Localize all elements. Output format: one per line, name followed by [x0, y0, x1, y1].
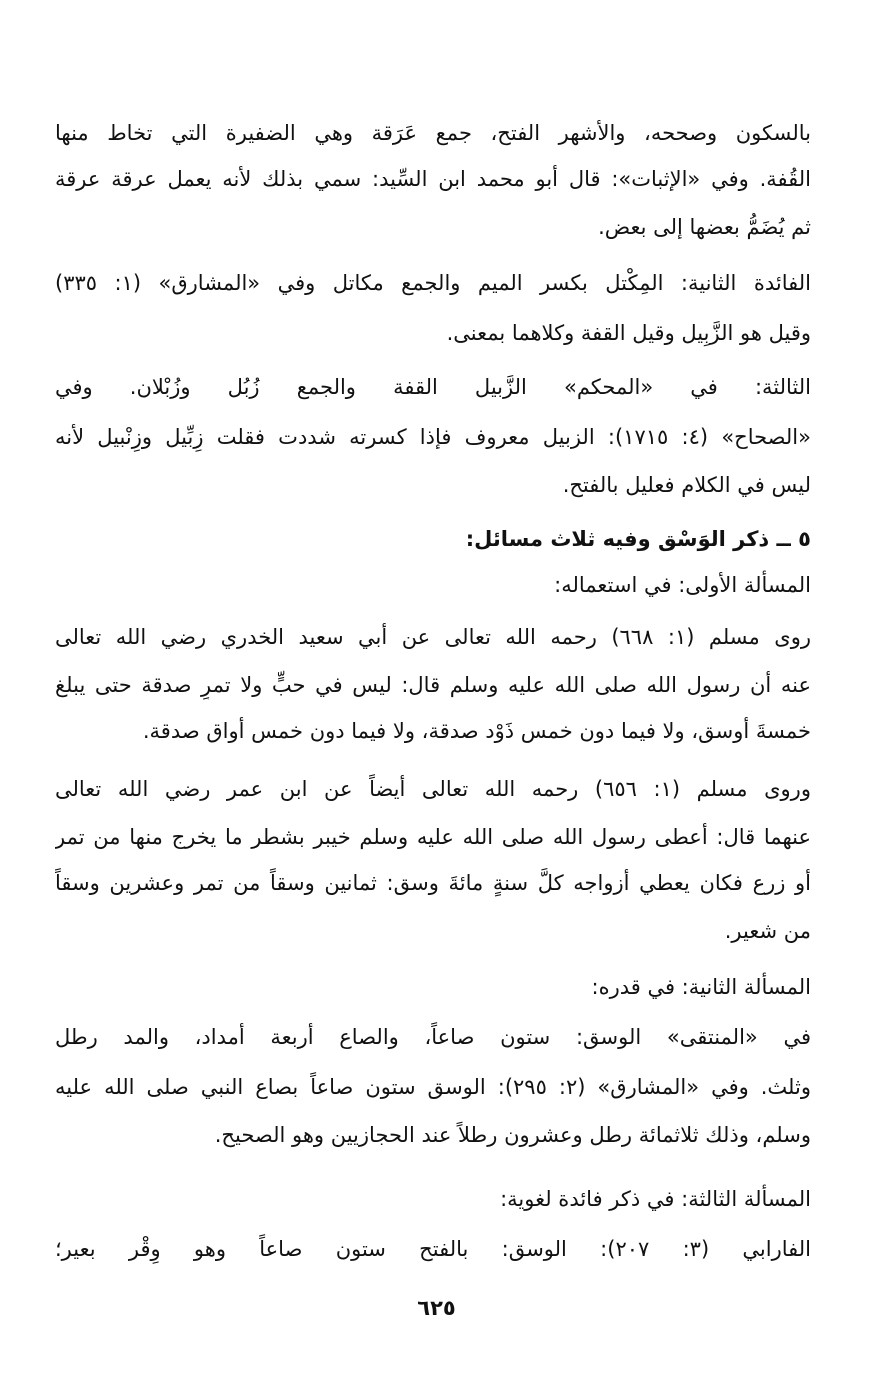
text-line: وسلم، وذلك ثلاثمائة رطل وعشرون رطلاً عند الحجازيين وهو الصحيح.: [214, 1123, 811, 1147]
text-line: الفارابي (٣: ٢٠٧): الوسق: بالفتح ستون صاعاً وهو وِقْر بعير؛: [55, 1237, 811, 1261]
text-line: في «المنتقى» الوسق: ستون صاعاً، والصاع أربعة أمداد، والمد رطل: [55, 1025, 811, 1049]
text-line: الثالثة: في «المحكم» الزَّبيل القفة والجمع زُبُل وزُبْلان. وفي: [55, 375, 811, 399]
text-line: ليس في الكلام فعليل بالفتح.: [562, 473, 811, 497]
text-line: وثلث. وفي «المشارق» (٢: ٢٩٥): الوسق ستون صاعاً بصاع النبي صلى الله عليه: [55, 1075, 811, 1099]
text-line: الفائدة الثانية: المِكْتل بكسر الميم والجمع مكاتل وفي «المشارق» (١: ٣٣٥): [55, 271, 811, 295]
text-line: روى مسلم (١: ٦٦٨) رحمه الله تعالى عن أبي سعيد الخدري رضي الله تعالى: [55, 625, 811, 649]
text-line: المسألة الثالثة: في ذكر فائدة لغوية:: [500, 1187, 811, 1211]
text-line: وروى مسلم (١: ٦٥٦) رحمه الله تعالى أيضاً عن ابن عمر رضي الله تعالى: [55, 777, 811, 801]
text-line: القُفة. وفي «الإثبات»: قال أبو محمد ابن السِّيد: سمي بذلك لأنه يعمل عرقة عرقة: [55, 167, 811, 191]
text-line: من شعير.: [724, 919, 811, 943]
text-line: خمسةَ أوسق، ولا فيما دون خمس ذَوْد صدقة، ولا فيما دون خمس أواق صدقة.: [142, 719, 811, 743]
text-line: أو زرع فكان يعطي أزواجه كلَّ سنةٍ مائةَ وسق: ثمانين وسقاً من تمر وعشرين وسقاً: [55, 871, 811, 895]
text-line: المسألة الثانية: في قدره:: [591, 975, 811, 999]
section-heading: ٥ ــ ذكر الوَسْق وفيه ثلاث مسائل:: [465, 527, 811, 551]
text-line: «الصحاح» (٤: ١٧١٥): الزبيل معروف فإذا كسرته شددت فقلت زِبِّيل وزِنْبيل لأنه: [55, 425, 811, 449]
text-line: عنه أن رسول الله صلى الله عليه وسلم قال: ليس في حبٍّ ولا تمرٍ صدقة حتى يبلغ: [55, 673, 811, 697]
text-line: وقيل هو الزَّبِيل وقيل القفة وكلاهما بمعنى.: [446, 321, 811, 345]
text-line: ثم يُضَمُّ بعضها إلى بعض.: [598, 215, 811, 239]
text-line: بالسكون وصححه، والأشهر الفتح، جمع عَرَقة وهي الضفيرة التي تخاط منها: [55, 121, 811, 145]
text-line: المسألة الأولى: في استعماله:: [554, 573, 811, 597]
text-line: عنهما قال: أعطى رسول الله صلى الله عليه وسلم خيبر بشطر ما يخرج منها من تمر: [55, 825, 811, 849]
page-number: ٦٢٥: [417, 1296, 456, 1320]
